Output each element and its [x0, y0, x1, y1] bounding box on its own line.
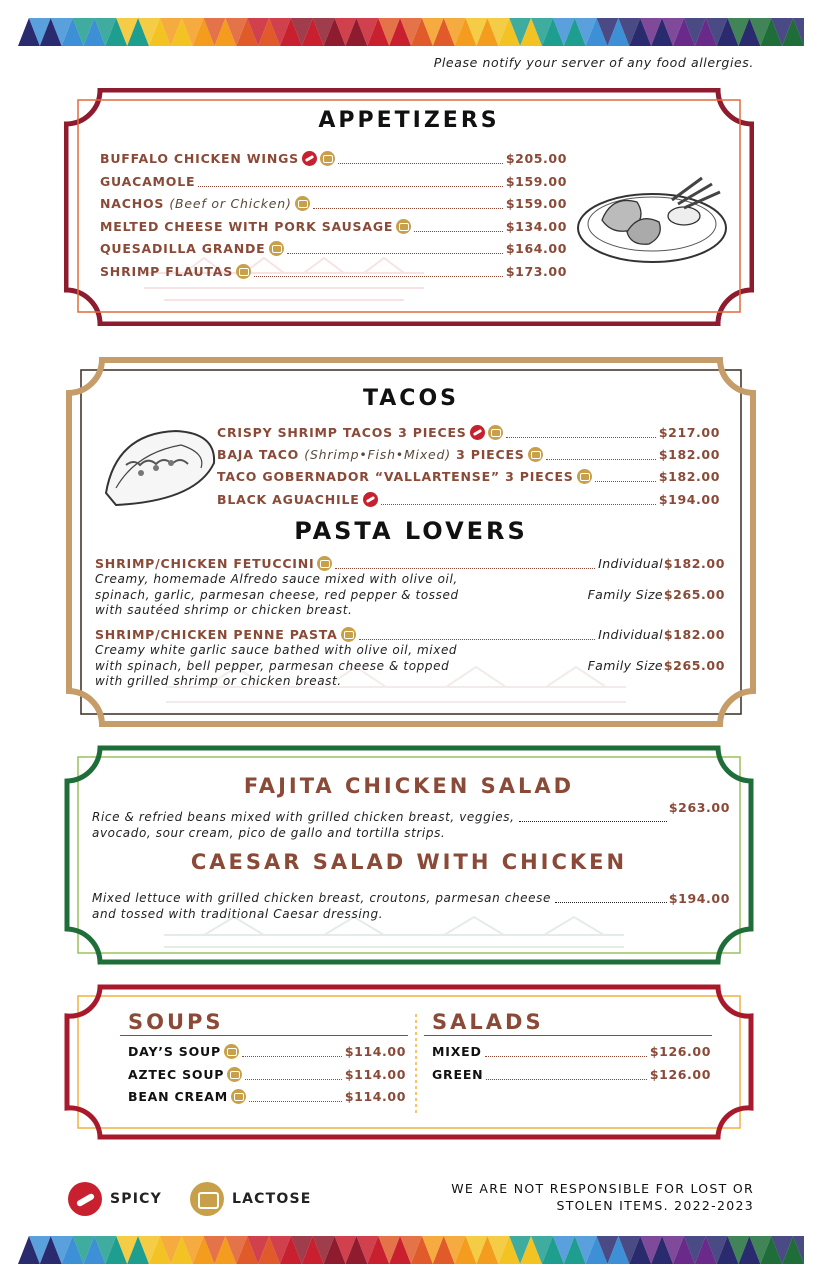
item-name-text: SHRIMP/CHICKEN PENNE PASTA: [95, 627, 338, 642]
leader-dots: [242, 1056, 342, 1057]
chili-pepper-icon: [470, 425, 485, 440]
item-price: $182.00: [658, 469, 720, 485]
item-price: $159.00: [505, 173, 567, 189]
appetizers-title: APPETIZERS: [318, 108, 500, 133]
menu-item-name: [128, 1089, 246, 1104]
menu-item-row: [217, 447, 720, 465]
salad-description-line: Mixed lettuce with grilled chicken breast, croutons, parmesan cheese: [92, 891, 551, 905]
salad-item: [92, 891, 730, 925]
leader-dots: [335, 568, 595, 569]
menu-item-row: [128, 1044, 406, 1062]
soups-salads-section: [64, 984, 754, 1140]
salad-title: FAJITA CHICKEN SALAD: [243, 774, 575, 798]
menu-item-row: [100, 219, 567, 237]
pasta-description-line: with sautéed shrimp or chicken breast.: [95, 603, 353, 617]
cheese-icon: [224, 1044, 239, 1059]
salad-price: $194.00: [668, 891, 730, 906]
item-name-text: NACHOS: [100, 196, 165, 211]
leader-dots: [313, 208, 503, 209]
cheese-icon: [341, 627, 356, 642]
chili-pepper-icon: [363, 492, 378, 507]
individual-label: Individual: [598, 627, 663, 642]
item-name-text: CRISPY SHRIMP TACOS 3 PIECES: [217, 425, 467, 440]
disclaimer-line-2: STOLEN ITEMS. 2022-2023: [556, 1198, 754, 1213]
item-name-text: SHRIMP FLAUTAS: [100, 263, 234, 279]
family-size-label: Family Size: [587, 658, 663, 673]
menu-item-row: [217, 492, 720, 510]
item-price: $114.00: [344, 1089, 406, 1104]
cheese-icon: [320, 151, 335, 166]
cheese-icon: [317, 556, 332, 571]
item-name-text: BUFFALO CHICKEN WINGS: [100, 151, 299, 166]
pasta-description-line: Creamy white garlic sauce bathed with olive oil, mixed: [95, 643, 458, 657]
leader-dots: [506, 437, 656, 438]
cheese-icon: [269, 241, 284, 256]
menu-item-name: [100, 219, 411, 234]
chicken-wings-illustration: [572, 170, 732, 270]
salad-description-line: avocado, sour cream, pico de gallo and tortilla strips.: [92, 825, 446, 840]
leader-dots: [595, 481, 656, 482]
leader-dots: [485, 1056, 647, 1057]
cheese-icon: [231, 1089, 246, 1104]
individual-price: $182.00: [663, 627, 725, 642]
taco-illustration: [96, 423, 226, 513]
item-name-text: BEAN CREAM: [128, 1089, 229, 1104]
salad-title: CAESAR SALAD WITH CHICKEN: [190, 850, 628, 874]
item-name-text: BLACK AGUACHILE: [217, 491, 360, 507]
menu-item-row: [217, 469, 720, 487]
cheese-icon: [577, 469, 592, 484]
menu-item-row: [432, 1044, 711, 1062]
menu-item-row: [100, 151, 567, 169]
family-size-label: Family Size: [587, 587, 663, 602]
menu-item-row: [100, 264, 567, 282]
menu-item-name: [100, 241, 284, 256]
salad-description-line: and tossed with traditional Caesar dressing.: [92, 906, 384, 921]
menu-item-name: [100, 196, 310, 211]
menu-item-row: [100, 196, 567, 214]
item-note: (Shrimp•Fish•Mixed): [304, 447, 451, 463]
cheese-icon: [396, 219, 411, 234]
soups-title: SOUPS: [128, 1010, 224, 1034]
menu-item-name: [95, 627, 356, 642]
salad-price: $263.00: [668, 800, 730, 815]
pasta-item: [95, 556, 725, 626]
leader-dots: [249, 1101, 342, 1102]
item-name-text: MELTED CHEESE WITH PORK SAUSAGE: [100, 218, 394, 234]
salads-title: SALADS: [432, 1010, 544, 1034]
item-name-text: BAJA TACO: [217, 447, 300, 463]
leader-dots: [381, 504, 656, 505]
top-decorative-band: [18, 18, 804, 46]
legend-lactose-label: LACTOSE: [232, 1191, 312, 1207]
leader-dots: [414, 231, 503, 232]
item-price: $126.00: [649, 1066, 711, 1082]
family-size-price: $265.00: [663, 587, 725, 602]
item-price: $194.00: [658, 491, 720, 507]
item-name-text: DAY’S SOUP: [128, 1044, 221, 1059]
individual-price: $182.00: [663, 556, 725, 571]
item-suffix: 3 PIECES: [456, 447, 525, 463]
menu-item-name: [100, 174, 195, 189]
cheese-icon: [190, 1182, 224, 1216]
item-price: $114.00: [344, 1066, 406, 1082]
legend-spicy: [68, 1182, 162, 1216]
cheese-icon: [295, 196, 310, 211]
pasta-description-line: Creamy, homemade Alfredo sauce mixed with olive oil,: [95, 572, 458, 586]
legend-spicy-label: SPICY: [110, 1191, 162, 1207]
menu-item-name: [217, 447, 543, 462]
item-name-text: GREEN: [432, 1066, 484, 1082]
item-name-text: MIXED: [432, 1044, 482, 1059]
disclaimer-line-1: WE ARE NOT RESPONSIBLE FOR LOST OR: [451, 1181, 754, 1196]
pasta-title: PASTA LOVERS: [294, 517, 528, 545]
item-name-text: GUACAMOLE: [100, 173, 196, 189]
item-price: $182.00: [658, 447, 720, 463]
menu-item-name: [128, 1044, 239, 1059]
salad-item: [92, 800, 730, 844]
item-price: $164.00: [505, 241, 567, 256]
pasta-description-line: with grilled shrimp or chicken breast.: [95, 674, 342, 688]
leader-dots: [555, 902, 667, 903]
menu-item-row: [100, 174, 567, 192]
chili-pepper-icon: [68, 1182, 102, 1216]
menu-item-row: [432, 1067, 711, 1085]
salads-underline: [424, 1035, 712, 1036]
leader-dots: [287, 253, 503, 254]
leader-dots: [546, 459, 656, 460]
cheese-icon: [488, 425, 503, 440]
item-price: $114.00: [344, 1044, 406, 1059]
menu-item-name: [100, 264, 251, 279]
item-price: $205.00: [505, 151, 567, 166]
menu-item-row: [100, 241, 567, 259]
cheese-icon: [528, 447, 543, 462]
tacos-title: TACOS: [362, 386, 460, 411]
menu-item-row: [128, 1067, 406, 1085]
chili-pepper-icon: [302, 151, 317, 166]
pasta-description-line: spinach, garlic, parmesan cheese, red pepper & tossed: [95, 587, 459, 602]
menu-item-name: [432, 1067, 483, 1082]
leader-dots: [338, 163, 503, 164]
allergy-notice: Please notify your server of any food allergies.: [433, 55, 754, 70]
pasta-description-line: with spinach, bell pepper, parmesan cheese & topped: [95, 658, 450, 673]
bottom-decorative-band: [18, 1236, 804, 1264]
menu-item-name: [100, 151, 335, 166]
leader-dots: [254, 276, 503, 277]
menu-item-name: [432, 1044, 482, 1059]
leader-dots: [198, 186, 503, 187]
item-price: $126.00: [649, 1044, 711, 1059]
soups-border: [64, 984, 754, 1140]
lost-items-disclaimer: [451, 1180, 754, 1214]
leader-dots: [359, 639, 595, 640]
leader-dots: [486, 1079, 646, 1080]
item-name-text: SHRIMP/CHICKEN FETUCCINI: [95, 556, 315, 571]
item-note: (Beef or Chicken): [169, 196, 292, 211]
cheese-icon: [227, 1067, 242, 1082]
item-price: $159.00: [505, 196, 567, 211]
item-price: $134.00: [505, 218, 567, 234]
pasta-item: [95, 627, 725, 697]
individual-label: Individual: [598, 556, 663, 571]
family-size-price: $265.00: [663, 658, 725, 673]
item-price: $217.00: [658, 425, 720, 440]
menu-item-name: [217, 469, 592, 484]
menu-item-name: [217, 425, 503, 440]
soups-underline: [120, 1035, 408, 1036]
menu-item-row: [128, 1089, 406, 1107]
legend-lactose: [190, 1182, 312, 1216]
salad-description-line: Rice & refried beans mixed with grilled chicken breast, veggies,: [92, 810, 515, 824]
item-name-text: QUESADILLA GRANDE: [100, 241, 266, 256]
leader-dots: [245, 1079, 342, 1080]
item-price: $173.00: [505, 263, 567, 279]
menu-item-name: [128, 1067, 242, 1082]
menu-item-name: [95, 556, 332, 571]
cheese-icon: [236, 264, 251, 279]
menu-item-name: [217, 492, 378, 507]
leader-dots: [519, 821, 667, 822]
menu-item-row: [217, 425, 720, 443]
item-name-text: AZTEC SOUP: [128, 1066, 225, 1082]
item-name-text: TACO GOBERNADOR “VALLARTENSE” 3 PIECES: [217, 469, 574, 485]
